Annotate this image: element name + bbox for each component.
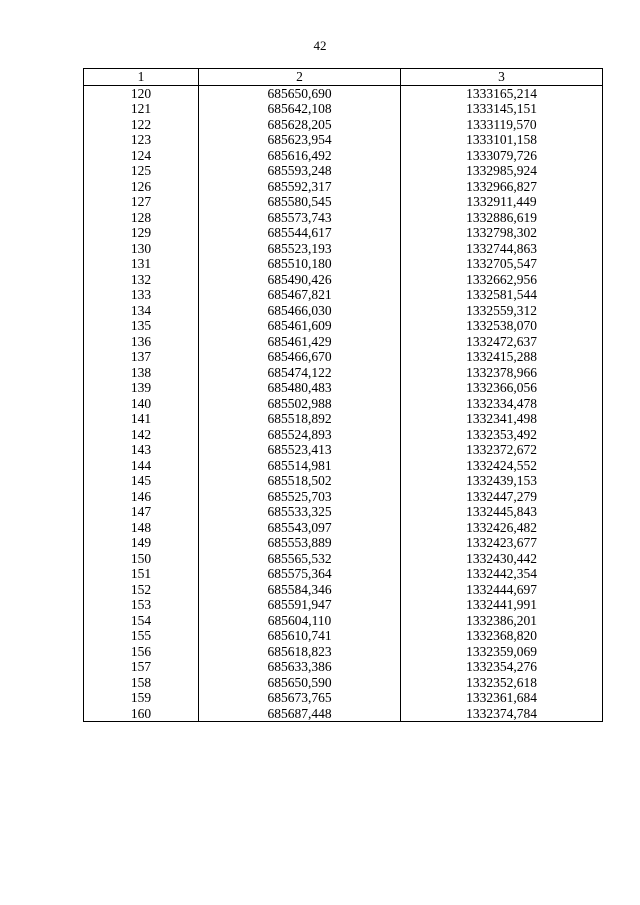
point-number-cell: 156 (84, 644, 199, 660)
x-coordinate-cell: 685687,448 (199, 706, 401, 722)
point-number-cell: 147 (84, 504, 199, 520)
column-header-3: 3 (401, 69, 603, 86)
x-coordinate-cell: 685523,193 (199, 241, 401, 257)
point-number-cell: 154 (84, 613, 199, 629)
table-row (84, 473, 603, 489)
point-number-cell: 143 (84, 442, 199, 458)
y-coordinate-cell: 1332744,863 (401, 241, 603, 257)
x-coordinate-cell: 685673,765 (199, 690, 401, 706)
point-number-cell: 130 (84, 241, 199, 257)
x-coordinate-cell: 685518,502 (199, 473, 401, 489)
y-coordinate-cell: 1332430,442 (401, 551, 603, 567)
x-coordinate-cell: 685461,429 (199, 334, 401, 350)
y-coordinate-cell: 1332886,619 (401, 210, 603, 226)
x-coordinate-cell: 685575,364 (199, 566, 401, 582)
table-row (84, 225, 603, 241)
point-number-cell: 127 (84, 194, 199, 210)
y-coordinate-cell: 1332334,478 (401, 396, 603, 412)
table-row (84, 194, 603, 210)
x-coordinate-cell: 685642,108 (199, 101, 401, 117)
y-coordinate-cell: 1333119,570 (401, 117, 603, 133)
x-coordinate-cell: 685553,889 (199, 535, 401, 551)
point-number-cell: 120 (84, 85, 199, 101)
table-row (84, 411, 603, 427)
table-row (84, 690, 603, 706)
y-coordinate-cell: 1333079,726 (401, 148, 603, 164)
table-row (84, 458, 603, 474)
y-coordinate-cell: 1332705,547 (401, 256, 603, 272)
point-number-cell: 150 (84, 551, 199, 567)
table-row (84, 101, 603, 117)
x-coordinate-cell: 685523,413 (199, 442, 401, 458)
y-coordinate-cell: 1332441,991 (401, 597, 603, 613)
x-coordinate-cell: 685628,205 (199, 117, 401, 133)
point-number-cell: 142 (84, 427, 199, 443)
y-coordinate-cell: 1332341,498 (401, 411, 603, 427)
table-row (84, 675, 603, 691)
table-row (84, 551, 603, 567)
y-coordinate-cell: 1332361,684 (401, 690, 603, 706)
table-body (84, 85, 603, 722)
point-number-cell: 141 (84, 411, 199, 427)
x-coordinate-cell: 685480,483 (199, 380, 401, 396)
point-number-cell: 121 (84, 101, 199, 117)
point-number-cell: 137 (84, 349, 199, 365)
x-coordinate-cell: 685604,110 (199, 613, 401, 629)
point-number-cell: 129 (84, 225, 199, 241)
point-number-cell: 122 (84, 117, 199, 133)
point-number-cell: 153 (84, 597, 199, 613)
y-coordinate-cell: 1332386,201 (401, 613, 603, 629)
point-number-cell: 160 (84, 706, 199, 722)
y-coordinate-cell: 1332538,070 (401, 318, 603, 334)
x-coordinate-cell: 685467,821 (199, 287, 401, 303)
y-coordinate-cell: 1332447,279 (401, 489, 603, 505)
point-number-cell: 136 (84, 334, 199, 350)
x-coordinate-cell: 685474,122 (199, 365, 401, 381)
x-coordinate-cell: 685490,426 (199, 272, 401, 288)
point-number-cell: 138 (84, 365, 199, 381)
y-coordinate-cell: 1332662,956 (401, 272, 603, 288)
table-row (84, 334, 603, 350)
point-number-cell: 146 (84, 489, 199, 505)
x-coordinate-cell: 685650,590 (199, 675, 401, 691)
table-row (84, 706, 603, 722)
point-number-cell: 149 (84, 535, 199, 551)
x-coordinate-cell: 685573,743 (199, 210, 401, 226)
y-coordinate-cell: 1332424,552 (401, 458, 603, 474)
y-coordinate-cell: 1332445,843 (401, 504, 603, 520)
table-row (84, 148, 603, 164)
point-number-cell: 139 (84, 380, 199, 396)
y-coordinate-cell: 1332581,544 (401, 287, 603, 303)
y-coordinate-cell: 1333165,214 (401, 85, 603, 101)
point-number-cell: 140 (84, 396, 199, 412)
y-coordinate-cell: 1332372,672 (401, 442, 603, 458)
x-coordinate-cell: 685616,492 (199, 148, 401, 164)
table-row (84, 365, 603, 381)
point-number-cell: 144 (84, 458, 199, 474)
table-row (84, 597, 603, 613)
coordinates-table (83, 68, 603, 722)
point-number-cell: 134 (84, 303, 199, 319)
y-coordinate-cell: 1332374,784 (401, 706, 603, 722)
table-row (84, 535, 603, 551)
table-row (84, 163, 603, 179)
y-coordinate-cell: 1332415,288 (401, 349, 603, 365)
point-number-cell: 145 (84, 473, 199, 489)
point-number-cell: 158 (84, 675, 199, 691)
column-header-1: 1 (84, 69, 199, 86)
x-coordinate-cell: 685514,981 (199, 458, 401, 474)
y-coordinate-cell: 1332444,697 (401, 582, 603, 598)
y-coordinate-cell: 1332798,302 (401, 225, 603, 241)
y-coordinate-cell: 1332366,056 (401, 380, 603, 396)
table-row (84, 613, 603, 629)
y-coordinate-cell: 1332378,966 (401, 365, 603, 381)
y-coordinate-cell: 1332354,276 (401, 659, 603, 675)
x-coordinate-cell: 685510,180 (199, 256, 401, 272)
y-coordinate-cell: 1332423,677 (401, 535, 603, 551)
x-coordinate-cell: 685633,386 (199, 659, 401, 675)
x-coordinate-cell: 685618,823 (199, 644, 401, 660)
y-coordinate-cell: 1332426,482 (401, 520, 603, 536)
table-row (84, 582, 603, 598)
table-row (84, 489, 603, 505)
y-coordinate-cell: 1332911,449 (401, 194, 603, 210)
point-number-cell: 131 (84, 256, 199, 272)
point-number-cell: 128 (84, 210, 199, 226)
table-row (84, 396, 603, 412)
table-row (84, 132, 603, 148)
point-number-cell: 123 (84, 132, 199, 148)
point-number-cell: 124 (84, 148, 199, 164)
point-number-cell: 133 (84, 287, 199, 303)
y-coordinate-cell: 1332439,153 (401, 473, 603, 489)
x-coordinate-cell: 685591,947 (199, 597, 401, 613)
table-row (84, 272, 603, 288)
table-row (84, 520, 603, 536)
y-coordinate-cell: 1332359,069 (401, 644, 603, 660)
x-coordinate-cell: 685610,741 (199, 628, 401, 644)
x-coordinate-cell: 685533,325 (199, 504, 401, 520)
y-coordinate-cell: 1332353,492 (401, 427, 603, 443)
point-number-cell: 151 (84, 566, 199, 582)
table-header (84, 69, 603, 86)
table-row (84, 85, 603, 101)
table-row (84, 318, 603, 334)
table-row (84, 256, 603, 272)
y-coordinate-cell: 1332442,354 (401, 566, 603, 582)
table-row (84, 241, 603, 257)
x-coordinate-cell: 685518,892 (199, 411, 401, 427)
y-coordinate-cell: 1332985,924 (401, 163, 603, 179)
x-coordinate-cell: 685623,954 (199, 132, 401, 148)
table-row (84, 659, 603, 675)
table-row (84, 442, 603, 458)
point-number-cell: 148 (84, 520, 199, 536)
x-coordinate-cell: 685593,248 (199, 163, 401, 179)
table-row (84, 427, 603, 443)
table-row (84, 644, 603, 660)
x-coordinate-cell: 685580,545 (199, 194, 401, 210)
table-row (84, 380, 603, 396)
y-coordinate-cell: 1332559,312 (401, 303, 603, 319)
page-number: 42 (313, 38, 327, 53)
y-coordinate-cell: 1332352,618 (401, 675, 603, 691)
x-coordinate-cell: 685524,893 (199, 427, 401, 443)
x-coordinate-cell: 685461,609 (199, 318, 401, 334)
table-row (84, 628, 603, 644)
table-row (84, 303, 603, 319)
point-number-cell: 135 (84, 318, 199, 334)
point-number-cell: 125 (84, 163, 199, 179)
header-row (84, 69, 603, 86)
x-coordinate-cell: 685650,690 (199, 85, 401, 101)
table-row (84, 287, 603, 303)
point-number-cell: 159 (84, 690, 199, 706)
x-coordinate-cell: 685466,030 (199, 303, 401, 319)
y-coordinate-cell: 1332966,827 (401, 179, 603, 195)
point-number-cell: 126 (84, 179, 199, 195)
table-row (84, 179, 603, 195)
y-coordinate-cell: 1332472,637 (401, 334, 603, 350)
x-coordinate-cell: 685592,317 (199, 179, 401, 195)
point-number-cell: 132 (84, 272, 199, 288)
column-header-2: 2 (199, 69, 401, 86)
y-coordinate-cell: 1333101,158 (401, 132, 603, 148)
point-number-cell: 155 (84, 628, 199, 644)
x-coordinate-cell: 685502,988 (199, 396, 401, 412)
point-number-cell: 152 (84, 582, 199, 598)
y-coordinate-cell: 1333145,151 (401, 101, 603, 117)
table-row (84, 504, 603, 520)
x-coordinate-cell: 685544,617 (199, 225, 401, 241)
x-coordinate-cell: 685525,703 (199, 489, 401, 505)
x-coordinate-cell: 685584,346 (199, 582, 401, 598)
point-number-cell: 157 (84, 659, 199, 675)
x-coordinate-cell: 685565,532 (199, 551, 401, 567)
table-row (84, 117, 603, 133)
table-row (84, 566, 603, 582)
x-coordinate-cell: 685466,670 (199, 349, 401, 365)
x-coordinate-cell: 685543,097 (199, 520, 401, 536)
table-row (84, 349, 603, 365)
y-coordinate-cell: 1332368,820 (401, 628, 603, 644)
table-row (84, 210, 603, 226)
